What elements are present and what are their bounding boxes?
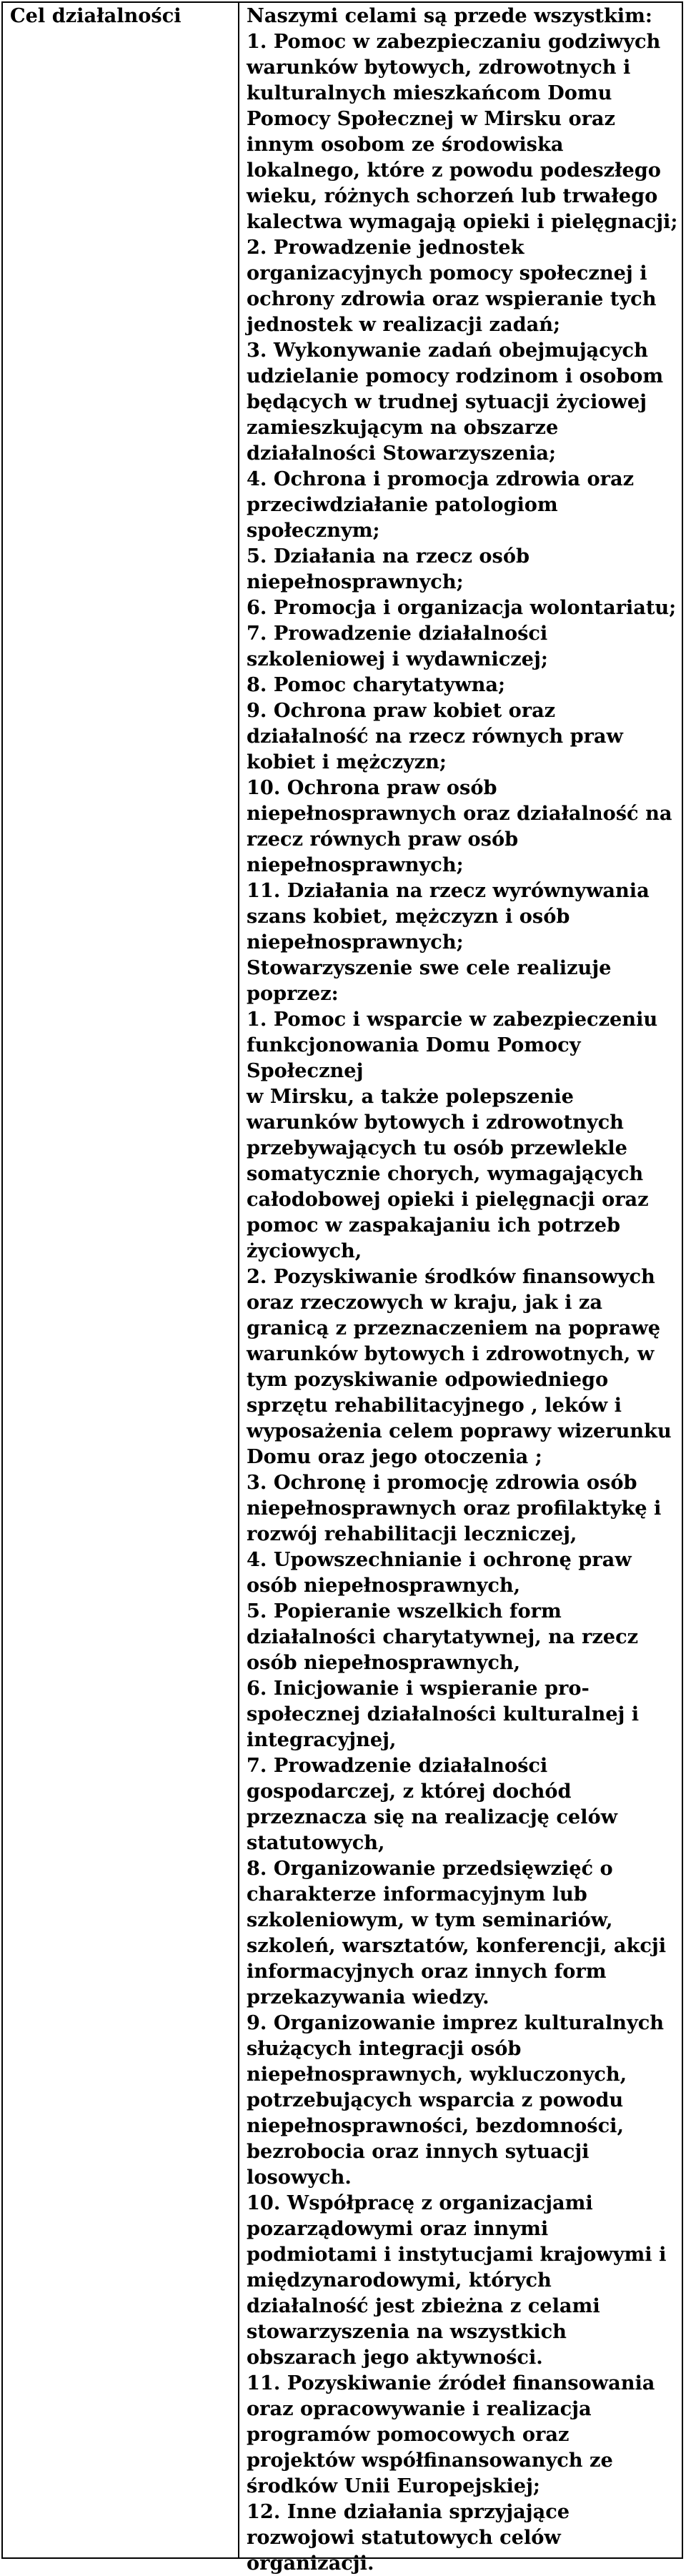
content-line: szkoleń, warsztatów, konferencji, akcji	[247, 1934, 667, 1957]
content-line: 9. Ochrona praw kobiet oraz	[247, 699, 556, 722]
content-line: niepełnosprawnych oraz profilaktykę i	[247, 1497, 662, 1520]
content-line: całodobowej opieki i pielęgnacji oraz	[247, 1188, 649, 1211]
content-line: rozwojowi statutowych celów	[247, 2526, 561, 2549]
content-line: 7. Prowadzenie działalności	[247, 622, 548, 645]
content-line: społecznym;	[247, 519, 380, 542]
content-line: organizacyjnych pomocy społecznej i	[247, 262, 647, 284]
content-line: statutowych,	[247, 1831, 385, 1854]
content-line: przebywających tu osób przewlekle	[247, 1136, 627, 1159]
content-line: funkcjonowania Domu Pomocy	[247, 1034, 581, 1056]
content-line: Pomocy Społecznej w Mirsku oraz	[247, 107, 615, 130]
label-text: Cel działalności	[10, 4, 182, 27]
content-line: w Mirsku, a także polepszenie	[247, 1085, 574, 1108]
content-line: będących w trudnej sytuacji życiowej	[247, 390, 647, 413]
content-line: poprzez:	[247, 982, 339, 1005]
content-line: 5. Popieranie wszelkich form	[247, 1600, 562, 1623]
content-line: ochrony zdrowia oraz wspieranie tych	[247, 287, 657, 310]
content-line: niepełnosprawnych, wykluczonych,	[247, 2063, 627, 2086]
content-line: warunków bytowych i zdrowotnych, w	[247, 1342, 655, 1365]
content-line: lokalnego, które z powodu podeszłego	[247, 159, 661, 182]
content-line: programów pomocowych oraz	[247, 2423, 570, 2446]
content-line: wyposażenia celem poprawy wizerunku	[247, 1420, 672, 1442]
content-line: niepełnosprawności, bezdomności,	[247, 2114, 624, 2137]
content-line: szkoleniowej i wydawniczej;	[247, 648, 548, 670]
label-cell	[3, 3, 239, 2557]
content-line: przeznacza się na realizację celów	[247, 1805, 618, 1828]
content-line: warunków bytowych, zdrowotnych i	[247, 56, 631, 79]
content-line: rzecz równych praw osób	[247, 828, 519, 851]
content-line: gospodarczej, z której dochód	[247, 1780, 572, 1803]
content-line: 6. Inicjowanie i wspieranie pro-	[247, 1677, 590, 1700]
content-line: szans kobiet, mężczyzn i osób	[247, 905, 570, 928]
content-line: życiowych,	[247, 1239, 362, 1262]
content-line: środków Unii Europejskiej;	[247, 2475, 540, 2497]
content-line: udzielanie pomocy rodzinom i osobom	[247, 365, 664, 387]
content-line: działalność jest zbieżna z celami	[247, 2294, 600, 2317]
content-line: projektów współfinansowanych ze	[247, 2449, 613, 2472]
content-line: 1. Pomoc i wsparcie w zabezpieczeniu	[247, 1008, 658, 1031]
content-line: Społecznej	[247, 1059, 364, 1082]
content-line: 12. Inne działania sprzyjające	[247, 2500, 570, 2523]
content-line: przeciwdziałanie patologiom	[247, 493, 558, 516]
content-line: 1. Pomoc w zabezpieczaniu godziwych	[247, 30, 661, 53]
content-line: 6. Promocja i organizacja wolontariatu;	[247, 596, 677, 619]
content-line: międzynarodowymi, których	[247, 2269, 552, 2292]
content-line: charakterze informacyjnym lub	[247, 1883, 587, 1906]
content-line: 4. Ochrona i promocja zdrowia oraz	[247, 467, 635, 490]
content-line: organizacji.	[247, 2552, 374, 2575]
content-line: kobiet i mężczyzn;	[247, 750, 447, 773]
content-line: niepełnosprawnych;	[247, 853, 464, 876]
content-line: przekazywania wiedzy.	[247, 1986, 489, 2008]
content-line: Stowarzyszenie swe cele realizuje	[247, 956, 612, 979]
content-line: 8. Pomoc charytatywna;	[247, 673, 506, 696]
content-line: 2. Prowadzenie jednostek	[247, 236, 525, 259]
content-line: 4. Upowszechnianie i ochronę praw	[247, 1548, 632, 1571]
content-line: kalectwa wymagają opieki i pielęgnacji;	[247, 210, 678, 233]
content-line: niepełnosprawnych;	[247, 570, 464, 593]
content-line: oraz rzeczowych w kraju, jak i za	[247, 1291, 602, 1314]
content-line: 11. Pozyskiwanie źródeł finansowania	[247, 2372, 655, 2394]
content-line: jednostek w realizacji zadań;	[247, 313, 560, 336]
content-line: 11. Działania na rzecz wyrównywania	[247, 879, 650, 902]
content-line: tym pozyskiwanie odpowiedniego	[247, 1368, 609, 1391]
content-line: 5. Działania na rzecz osób	[247, 545, 530, 568]
content-cell	[239, 3, 682, 2575]
content-line: granicą z przeznaczeniem na poprawę	[247, 1317, 661, 1339]
content-line: pomoc w zaspakajaniu ich potrzeb	[247, 1214, 621, 1237]
content-line: wieku, różnych schorzeń lub trwałego	[247, 184, 658, 207]
content-line: osób niepełnosprawnych,	[247, 1651, 521, 1674]
content-line: innym osobom ze środowiska	[247, 133, 564, 156]
content-line: szkoleniowym, w tym seminariów,	[247, 1908, 613, 1931]
content-line: 3. Wykonywanie zadań obejmujących	[247, 339, 648, 362]
content-line: stowarzyszenia na wszystkich	[247, 2320, 567, 2343]
content-line: losowych.	[247, 2166, 352, 2189]
content-line: służących integracji osób	[247, 2037, 522, 2060]
content-line: podmiotami i instytucjami krajowymi i	[247, 2243, 667, 2266]
content-line: somatycznie chorych, wymagających	[247, 1162, 644, 1185]
content-line: oraz opracowywanie i realizacja	[247, 2397, 592, 2420]
content-line: osób niepełnosprawnych,	[247, 1574, 521, 1597]
content-line: działalność na rzecz równych praw	[247, 725, 623, 748]
content-line: rozwój rehabilitacji leczniczej,	[247, 1522, 577, 1545]
content-line: sprzętu rehabilitacyjnego , leków i	[247, 1394, 622, 1417]
content-line: 10. Współpracę z organizacjami	[247, 2191, 593, 2214]
content-line: niepełnosprawnych;	[247, 931, 464, 953]
content-line: Naszymi celami są przede wszystkim:	[247, 4, 652, 27]
content-line: 8. Organizowanie przedsięwzięć o	[247, 1857, 613, 1880]
content-line: społecznej działalności kulturalnej i	[247, 1703, 640, 1725]
content-line: działalności charytatywnej, na rzecz	[247, 1625, 639, 1648]
content-line: niepełnosprawnych oraz działalność na	[247, 802, 672, 825]
content-line: zamieszkującym na obszarze	[247, 416, 559, 439]
content-line: 3. Ochronę i promocję zdrowia osób	[247, 1471, 637, 1494]
content-line: pozarządowymi oraz innymi	[247, 2217, 549, 2240]
content-line: kulturalnych mieszkańcom Domu	[247, 81, 612, 104]
content-line: Domu oraz jego otoczenia ;	[247, 1445, 542, 1468]
content-line: obszarach jego aktywności.	[247, 2346, 543, 2369]
content-line: 2. Pozyskiwanie środków finansowych	[247, 1265, 655, 1288]
content-line: 7. Prowadzenie działalności	[247, 1754, 548, 1777]
content-line: 9. Organizowanie imprez kulturalnych	[247, 2011, 665, 2034]
content-line: działalności Stowarzyszenia;	[247, 442, 557, 465]
content-line: warunków bytowych i zdrowotnych	[247, 1111, 624, 1134]
content-line: informacyjnych oraz innych form	[247, 1960, 607, 1983]
content-line: 10. Ochrona praw osób	[247, 776, 497, 799]
content-line: bezrobocia oraz innych sytuacji	[247, 2140, 590, 2163]
content-line: integracyjnej,	[247, 1728, 397, 1751]
goals-table	[1, 1, 683, 2575]
content-line: potrzebujących wsparcia z powodu	[247, 2089, 624, 2111]
